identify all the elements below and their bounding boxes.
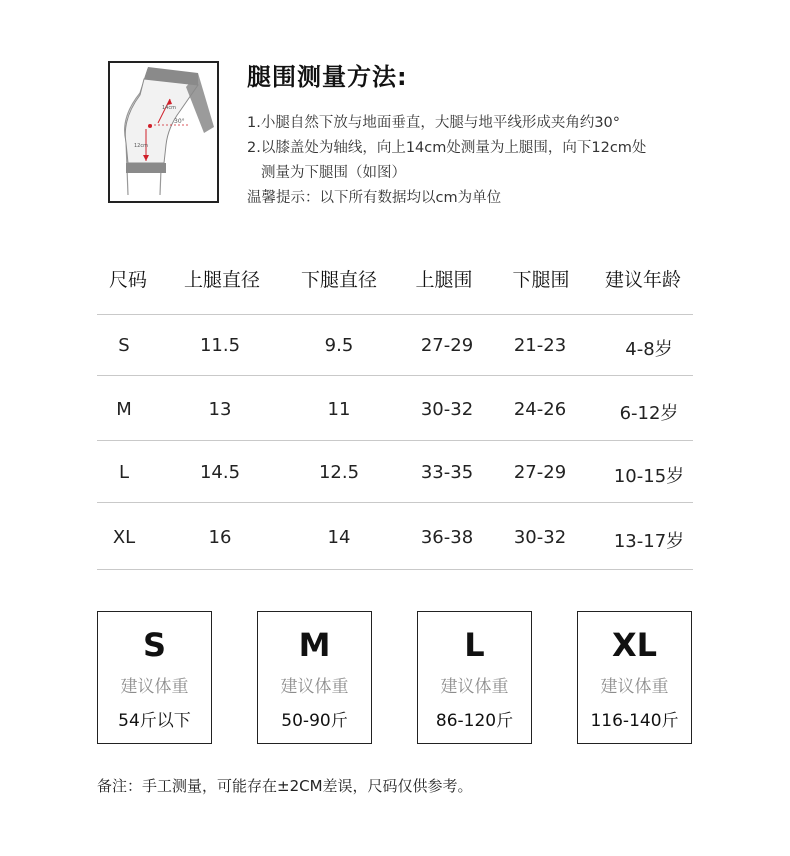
table-row (0, 335, 790, 365)
sleeve-body (125, 79, 198, 163)
cell-size: S (118, 335, 130, 356)
card-weight-label: 建议体重 (440, 677, 509, 697)
table-divider (97, 569, 693, 570)
card-weight-label: 建议体重 (600, 677, 669, 697)
header-upper-circumference: 上腿围 (415, 269, 473, 291)
cell-upper-circumference: 30-32 (420, 399, 474, 420)
card-size-letter: S (142, 626, 167, 664)
cell-upper-circumference: 36-38 (420, 527, 474, 548)
guide-title: 腿围测量方法: (247, 63, 408, 91)
guide-tip: 温馨提示：以下所有数据均以cm为单位 (247, 190, 502, 206)
knee-sleeve-illustration (110, 63, 217, 201)
cell-suggested-age: 10-15岁 (613, 466, 685, 487)
knee-measurement-diagram (108, 61, 219, 203)
card-weight-label: 建议体重 (120, 677, 189, 697)
cell-size: M (116, 399, 132, 420)
card-weight-value: 50-90斤 (281, 711, 348, 731)
table-divider (97, 502, 693, 503)
size-card-l (417, 611, 532, 744)
table-divider (97, 314, 693, 315)
card-size-letter: XL (611, 626, 658, 664)
header-lower-circumference: 下腿围 (512, 269, 570, 291)
cell-size: XL (112, 527, 136, 548)
size-card-xl (577, 611, 692, 744)
header-size: 尺码 (108, 269, 148, 291)
upper-distance-label: 14cm (162, 105, 176, 111)
cell-lower-circumference: 24-26 (513, 399, 567, 420)
cell-suggested-age: 13-17岁 (613, 531, 685, 552)
card-size-letter: M (298, 626, 331, 664)
cell-lower-circumference: 27-29 (513, 462, 567, 483)
cell-lower-diameter: 12.5 (318, 462, 360, 483)
card-size-letter: L (464, 626, 485, 664)
table-row (0, 462, 790, 492)
card-weight-value: 86-120斤 (435, 711, 514, 731)
header-suggested-age: 建议年龄 (604, 269, 682, 291)
card-weight-label: 建议体重 (280, 677, 349, 697)
table-divider (97, 375, 693, 376)
knee-pivot-point (148, 124, 152, 128)
size-table-header (0, 265, 790, 301)
cell-upper-circumference: 27-29 (420, 335, 474, 356)
cell-upper-diameter: 14.5 (199, 462, 241, 483)
guide-step-2: 2.以膝盖处为轴线，向上14cm处测量为上腿围，向下12cm处 (247, 140, 647, 156)
card-weight-value: 54斤以下 (118, 711, 191, 731)
header-lower-diameter: 下腿直径 (300, 269, 378, 291)
cell-upper-diameter: 11.5 (199, 335, 241, 356)
cell-lower-diameter: 11 (327, 399, 351, 420)
table-row (0, 527, 790, 557)
card-weight-value: 116-140斤 (590, 711, 679, 731)
table-divider (97, 440, 693, 441)
cell-upper-circumference: 33-35 (420, 462, 474, 483)
table-row (0, 399, 790, 429)
cell-suggested-age: 4-8岁 (625, 339, 673, 360)
cell-lower-diameter: 9.5 (324, 335, 354, 356)
cell-lower-diameter: 14 (327, 527, 351, 548)
cell-upper-diameter: 16 (208, 527, 232, 548)
header-upper-diameter: 上腿直径 (183, 269, 261, 291)
guide-step-1: 1.小腿自然下放与地面垂直，大腿与地平线形成夹角约30° (247, 115, 621, 131)
cell-size: L (118, 462, 130, 483)
footnote: 备注：手工测量，可能存在±2CM差误，尺码仅供参考。 (97, 777, 473, 795)
cell-upper-diameter: 13 (208, 399, 232, 420)
cell-lower-circumference: 21-23 (513, 335, 567, 356)
size-card-s (97, 611, 212, 744)
angle-label: 30° (174, 118, 185, 125)
size-card-m (257, 611, 372, 744)
guide-step-2-cont: 测量为下腿围（如图） (261, 165, 406, 181)
lower-distance-label: 12cm (134, 143, 148, 149)
cell-lower-circumference: 30-32 (513, 527, 567, 548)
cell-suggested-age: 6-12岁 (619, 403, 679, 424)
sleeve-bottom-band (126, 163, 166, 173)
